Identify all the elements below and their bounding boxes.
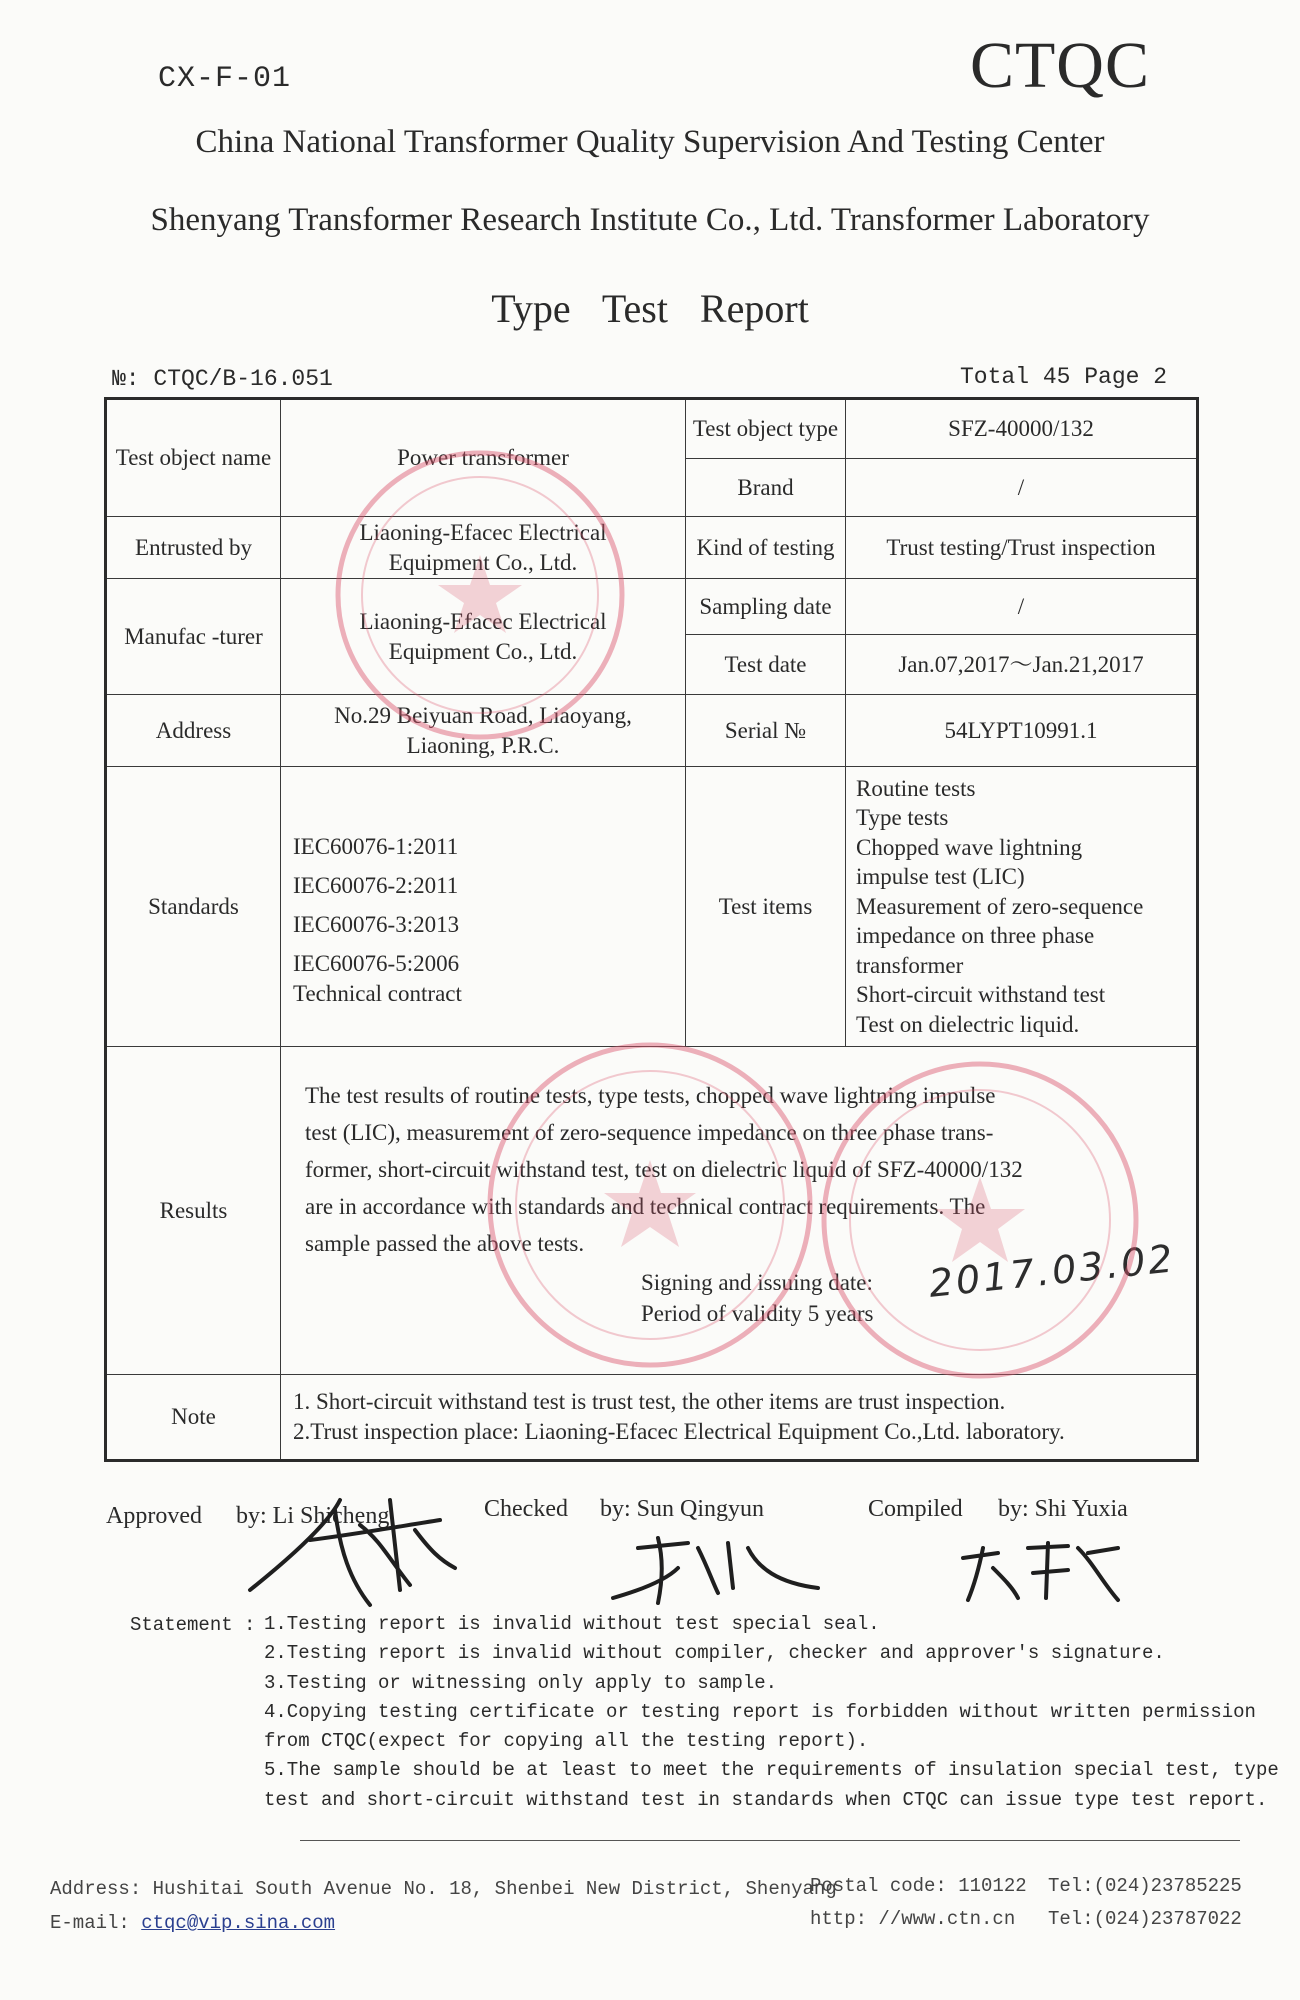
test-item: Test on dielectric liquid. [856,1011,1080,1037]
statement-item: test and short-circuit withstand test in standards when CTQC can issue type test report. [264,1788,1268,1811]
statement-item: from CTQC(expect for copying all the testing report). [264,1730,869,1753]
page-info: Total 45 Page 2 [960,364,1168,390]
signing-date-label: Signing and issuing date: [641,1270,873,1295]
checked-label: Checked [484,1496,568,1522]
checker-signature-icon [608,1528,828,1608]
test-item: Routine tests [856,775,976,801]
notes [281,1375,1198,1461]
approved-by: by: Li Shicheng [236,1503,390,1529]
footer-email [50,1912,335,1934]
report-info-table [104,397,1199,1462]
email-link[interactable]: ctqc@vip.sina.com [141,1912,336,1934]
test-item: impedance on three phase [856,923,1095,949]
standard-item: IEC60076-5:2006 [293,951,460,976]
test-items-list [846,767,1198,1047]
address-line: No.29 Beiyuan Road, Liaoyang, [334,702,632,728]
entrusted-value [281,517,686,579]
results-line: test (LIC), measurement of zero-sequence impedance on three phase trans- [305,1120,994,1145]
approver-signature-icon [240,1480,470,1610]
approved-label: Approved [106,1503,202,1529]
results-line: former, short-circuit withstand test, test on dielectric liquid of SFZ-40000/132 [305,1157,1023,1182]
footer-tel-1: Tel:(024)23785225 [1048,1875,1242,1897]
note-item: 2.Trust inspection place: Liaoning-Efacec Electrical Equipment Co.,Ltd. laboratory. [293,1419,1065,1444]
test-item: Chopped wave lightning [856,834,1083,860]
sampling-date-label: Sampling date [686,579,846,635]
form-code: CX-F-01 [158,62,292,96]
standard-item: IEC60076-3:2013 [293,912,460,937]
test-date-value: Jan.07,2017～Jan.21,2017 [846,635,1198,695]
compiled-label: Compiled [868,1496,963,1522]
results-content [281,1047,1198,1375]
serial-value: 54LYPT10991.1 [846,695,1198,767]
statement-item: 2.Testing report is invalid without compiler, checker and approver's signature. [264,1642,1165,1665]
manufacturer-label: Manufac -turer [106,579,281,695]
footer-website[interactable]: http: //www.ctn.cn [810,1908,1016,1930]
serial-label: Serial № [686,695,846,767]
handwritten-signing-date: 2017.03.02 [926,1236,1178,1306]
test-object-type-label: Test object type [686,399,846,459]
ctqc-logo: CTQC [969,29,1150,102]
test-item: transformer [856,952,964,978]
test-item: impulse test (LIC) [856,864,1025,890]
results-line: The test results of routine tests, type tests, chopped wave lightning impulse [305,1083,996,1108]
signing-block [641,1267,874,1329]
report-number: №: CTQC/B-16.051 [112,366,333,392]
manufacturer-line: Liaoning-Efacec Electrical [359,608,607,634]
statement-item: 1.Testing report is invalid without test special seal. [264,1613,880,1635]
sampling-date-value: / [846,579,1198,635]
statement-list [264,1610,1279,1815]
checked-by: by: Sun Qingyun [600,1496,765,1522]
report-title: Type Test Report [491,286,809,331]
footer-tel-2: Tel:(024)23787022 [1048,1908,1242,1930]
address-line: Liaoning, P.R.C. [406,732,560,758]
compiled-by: by: Shi Yuxia [998,1496,1128,1522]
standards-list [281,767,686,1047]
center-name: China National Transformer Quality Supervision And Testing Center [195,124,1105,160]
footer-divider [300,1840,1240,1841]
brand-value: / [846,459,1198,517]
kind-of-testing-value: Trust testing/Trust inspection [846,517,1198,579]
manufacturer-line: Equipment Co., Ltd. [388,638,578,664]
entrusted-line: Equipment Co., Ltd. [388,549,578,575]
test-item: Measurement of zero-sequence [856,893,1144,919]
results-line: are in accordance with standards and technical contract requirements. The [305,1194,986,1219]
statement-item: 4.Copying testing certificate or testing report is forbidden without written permission [264,1700,1256,1723]
statement-item: 5.The sample should be at least to meet the requirements of insulation special test, type [264,1759,1279,1782]
results-label: Results [106,1047,281,1375]
validity-period: Period of validity 5 years [641,1301,874,1326]
kind-of-testing-label: Kind of testing [686,517,846,579]
entrusted-line: Liaoning-Efacec Electrical [359,519,607,545]
test-object-type-value: SFZ-40000/132 [846,399,1198,459]
entrusted-label: Entrusted by [106,517,281,579]
test-object-name-label: Test object name [106,399,281,517]
compiler-signature-icon [958,1528,1128,1608]
brand-label: Brand [686,459,846,517]
results-line: sample passed the above tests. [305,1231,585,1256]
test-date-label: Test date [686,635,846,695]
address-label: Address [106,695,281,767]
footer-postal-code: Postal code: 110122 [810,1875,1027,1897]
test-item: Type tests [856,805,949,831]
footer-address: Address: Hushitai South Avenue No. 18, Shenbei New District, Shenyang [50,1878,837,1900]
standard-item: IEC60076-1:2011 [293,834,459,859]
statement-item: 3.Testing or witnessing only apply to sample. [264,1671,778,1694]
standard-item: Technical contract [293,981,462,1006]
standard-item: IEC60076-2:2011 [293,873,459,898]
note-item: 1. Short-circuit withstand test is trust test, the other items are trust inspection. [293,1389,1006,1414]
address-value [281,695,686,767]
test-object-name-value: Power transformer [281,399,686,517]
note-label: Note [106,1375,281,1461]
lab-name: Shenyang Transformer Research Institute Co., Ltd. Transformer Laboratory [150,202,1150,238]
test-items-label: Test items [686,767,846,1047]
manufacturer-value [281,579,686,695]
standards-label: Standards [106,767,281,1047]
statement-label: Statement : [130,1614,256,1636]
email-label: E-mail: [50,1912,142,1934]
test-item: Short-circuit withstand test [856,982,1106,1008]
